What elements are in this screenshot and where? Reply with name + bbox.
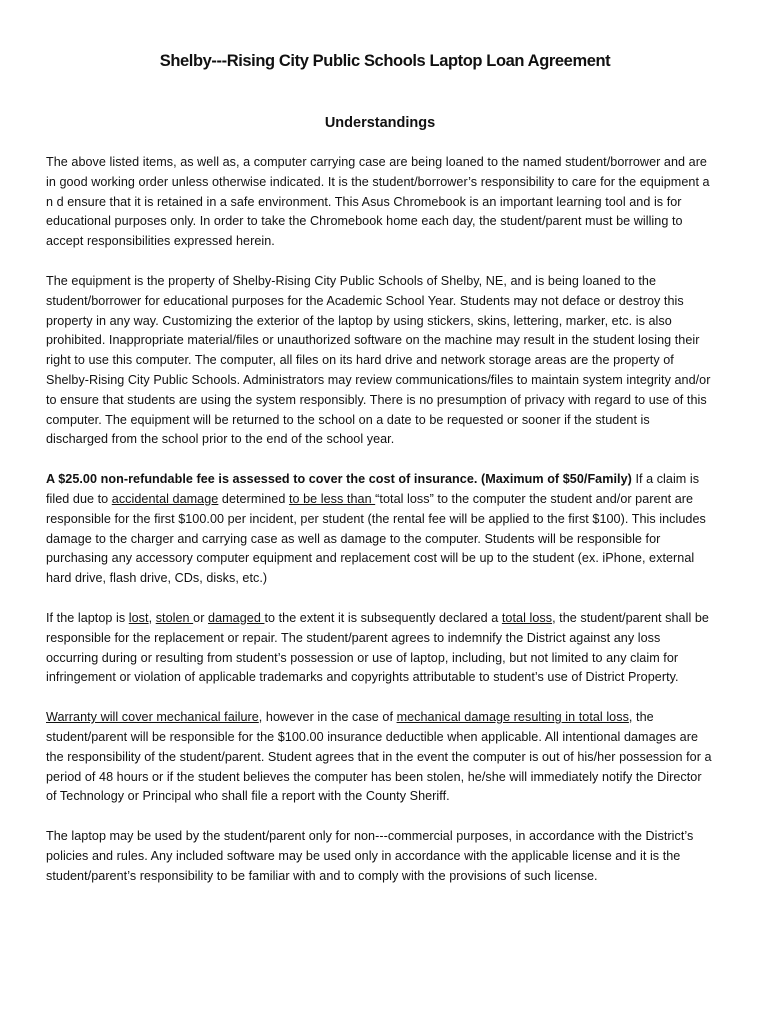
paragraph-text: , the student/parent shall be responsible for the replacement or repair. The student/parent agrees to indemnify the District against any loss occurring during or resulting from student’s possession or use of laptop, including, but not limited to any claim for infringement or violation of applicable trademarks and copyrights attributable to student’s use of District Property.: [46, 610, 709, 685]
underlined-warranty: Warranty will cover mechanical failure: [46, 710, 259, 725]
paragraph-text: ,: [148, 610, 156, 625]
paragraph-text: , however in the case of: [258, 710, 397, 725]
paragraph-text: , the student/parent will be responsible for the $100.00 insurance deductible when applicable. All intentional damages are the responsibility of the student/parent. Student agrees that in the event the computer is out of his/her possession for a period of 48 hours or if the student believes the computer has been stolen, he/she will immediately notify the Director of Technology or Principal who shall file a report with the County Sheriff.: [46, 710, 712, 804]
insurance-fee-bold: A $25.00 non-refundable fee is assessed to cover the cost of insurance. (Maximum of $50/Family): [46, 472, 632, 487]
paragraph-text: The laptop may be used by the student/parent only for non---commercial purposes, in accordance with the District’s policies and rules. Any included software may be used only in accordance with the applicable license and it is the student/parent’s responsibility to be familiar with and to comply with the provisions of such license.: [46, 829, 694, 883]
underlined-total-loss: total loss: [501, 610, 553, 625]
paragraph-loss-theft: [46, 609, 714, 688]
underlined-accidental-damage: accidental damage: [111, 491, 219, 506]
paragraph-insurance-fee: [46, 470, 714, 589]
document-title: Shelby---Rising City Public Schools Laptop Loan Agreement: [159, 52, 611, 70]
paragraph-text: The equipment is the property of Shelby-Rising City Public Schools of Shelby, NE, and is being loaned to the student/borrower for educational purposes for the Academic School Year. Students may not deface or destroy this property in any way. Customizing the exterior of the laptop by using stickers, skins, lettering, marker, etc. is also prohibited. Inappropriate material/files or unauthorized software on the machine may result in the student losing their right to use this computer. The computer, all files on its hard drive and network storage areas are the property of Shelby-Rising City Public Schools. Administrators may review communications/files to maintain system integrity and/or to ensure that students are using the system responsibly. There is no presumption of privacy with regard to use of this computer. The equipment will be returned to the school on a date to be requested or sooner if the student is discharged from the school prior to the end of the school year.: [46, 273, 711, 447]
paragraph-equipment-loan: [46, 153, 714, 252]
paragraph-warranty: [46, 708, 714, 807]
underlined-less-than: to be less than: [288, 491, 376, 506]
paragraph-non-commercial-use: [46, 827, 714, 886]
paragraph-text: The above listed items, as well as, a computer carrying case are being loaned to the named student/borrower and are in good working order unless otherwise indicated. It is the student/borrower’s responsibility to care for the equipment a n d ensure that it is retained in a safe environment. This Asus Chromebook is an important learning tool and is for educational purposes only. In order to take the Chromebook home each day, the student/parent must be willing to accept responsibilities expressed herein.: [46, 155, 710, 249]
underlined-lost: lost: [128, 610, 149, 625]
underlined-damaged: damaged: [208, 610, 265, 625]
underlined-stolen: stolen: [155, 610, 194, 625]
section-heading-understandings: Understandings: [324, 115, 436, 131]
paragraph-text: If a claim is filed due to: [46, 472, 700, 506]
paragraph-text: determined: [218, 491, 289, 506]
paragraph-text: If the laptop is: [46, 610, 129, 625]
paragraph-text: or: [193, 610, 209, 625]
paragraph-text: “total loss” to the computer the student and/or parent are responsible for the first $100.00 per incident, per student (the rental fee will be applied to the first $100). This includes damage to the charger and carrying case as well as damage to the computer. Students will be responsible for purchasing any accessory computer equipment and replacement cost will be up to the student (ex. iPhone, external hard drive, flash drive, CDs, disks, etc.): [46, 491, 706, 586]
paragraph-text: to the extent it is subsequently declared a: [264, 610, 502, 625]
paragraph-property: [46, 272, 714, 450]
underlined-mechanical-damage: mechanical damage resulting in total loss: [396, 710, 629, 725]
